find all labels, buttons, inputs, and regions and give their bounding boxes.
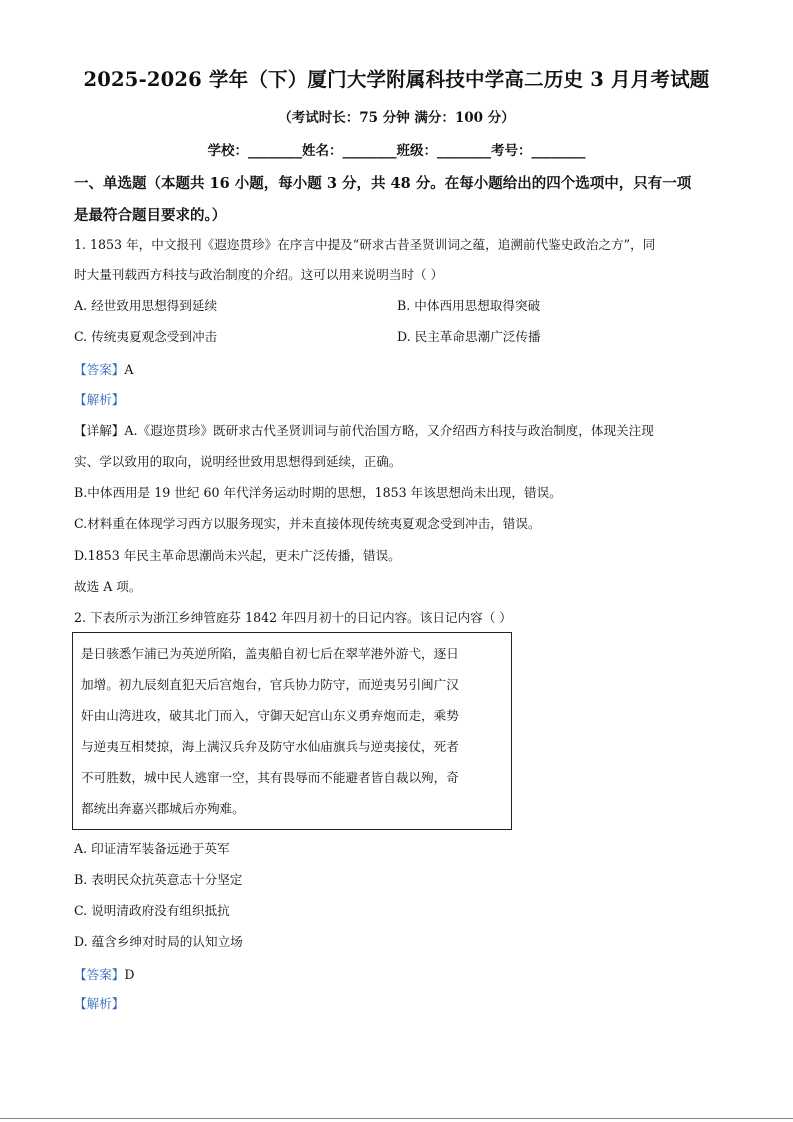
- q2-answer: [74, 964, 134, 983]
- q2-box-line: 都统出奔嘉兴郡城后亦殉难。: [81, 801, 245, 816]
- q1-detail-c: C.材料重在体现学习西方以服务现实，并未直接体现传统夷夏观念受到冲击，错误。: [74, 516, 541, 531]
- q2-box-line: 不可胜数，城中民人逃窜一空，其有畏辱而不能避者皆自裁以殉，奇: [81, 770, 459, 785]
- section-heading-line2: 是最符合题目要求的。）: [74, 207, 227, 224]
- q1-stem-line2: 时大量刊载西方科技与政治制度的介绍。这可以用来说明当时（ ）: [74, 267, 444, 282]
- q1-detail-line1: [74, 420, 654, 439]
- detail-tag: 【详解】: [74, 423, 125, 438]
- answer-tag: 【答案】: [74, 362, 125, 377]
- exam-info: （考试时长：75 分钟 满分：100 分）: [278, 110, 515, 126]
- q2-option-c: C. 说明清政府没有组织抵抗: [74, 903, 230, 918]
- q1-detail-b: B.中体西用是 19 世纪 60 年代洋务运动时期的思想，1853 年该思想尚未出现，错误。: [74, 485, 562, 500]
- q2-box-line: 加增。初九辰刻直犯天后宫炮台，官兵协力防守，而逆夷另引闽广汉: [81, 677, 459, 692]
- q1-option-c: C. 传统夷夏观念受到冲击: [74, 329, 218, 344]
- q1-detail-text: A.《遐迩贯珍》既研求古代圣贤训词与前代治国方略，又介绍西方科技与政治制度，体现关注现: [124, 423, 654, 438]
- section-heading-line1: 一、单选题（本题共 16 小题，每小题 3 分，共 48 分。在每小题给出的四个选项中，只有一项: [74, 175, 692, 192]
- q2-box-line: 是日骇悉乍浦已为英逆所陷，盖夷船自初七后在翠苹港外游弋，逐日: [81, 646, 459, 661]
- q1-answer: [74, 359, 133, 378]
- q2-box-line: 与逆夷互相焚掠，海上满汉兵弁及防守水仙庙旗兵与逆夷接仗，死者: [81, 739, 459, 754]
- q2-answer-value: D: [124, 967, 135, 982]
- q2-stem: 2. 下表所示为浙江乡绅管庭芬 1842 年四月初十的日记内容。该日记内容（ ）: [74, 610, 512, 625]
- q1-option-b: B. 中体西用思想取得突破: [397, 298, 541, 313]
- q1-detail-line2: 实、学以致用的取向，说明经世致用思想得到延续，正确。: [74, 454, 402, 469]
- student-info: 学校：________姓名：________班级：________考号：________: [207, 143, 586, 159]
- q2-diary-box: [72, 632, 512, 830]
- q1-detail-d: D.1853 年民主革命思潮尚未兴起，更未广泛传播，错误。: [74, 548, 401, 563]
- answer-tag: 【答案】: [74, 967, 125, 982]
- q1-stem-line1: 1. 1853 年，中文报刊《遐迩贯珍》在序言中提及“研求古昔圣贤训词之蕴，追溯前代鉴史政治之方”，同: [74, 237, 656, 252]
- q2-analysis-tag: 【解析】: [74, 996, 125, 1011]
- page-title: 2025-2026 学年（下）厦门大学附属科技中学高二历史 3 月月考试题: [83, 68, 710, 91]
- q2-option-a: A. 印证清军装备远逊于英军: [74, 841, 230, 856]
- q1-option-a: A. 经世致用思想得到延续: [74, 298, 218, 313]
- page-bottom-rule: [0, 1118, 793, 1119]
- q2-option-b: B. 表明民众抗英意志十分坚定: [74, 872, 243, 887]
- q1-conclusion: 故选 A 项。: [74, 579, 142, 594]
- q1-analysis-tag: 【解析】: [74, 392, 125, 407]
- q2-box-line: 奸由山湾进攻，破其北门而入，守御天妃宫山东义勇弃炮而走，乘势: [81, 708, 459, 723]
- q1-answer-value: A: [124, 362, 134, 377]
- q1-option-d: D. 民主革命思潮广泛传播: [397, 329, 541, 344]
- q2-option-d: D. 蕴含乡绅对时局的认知立场: [74, 934, 243, 949]
